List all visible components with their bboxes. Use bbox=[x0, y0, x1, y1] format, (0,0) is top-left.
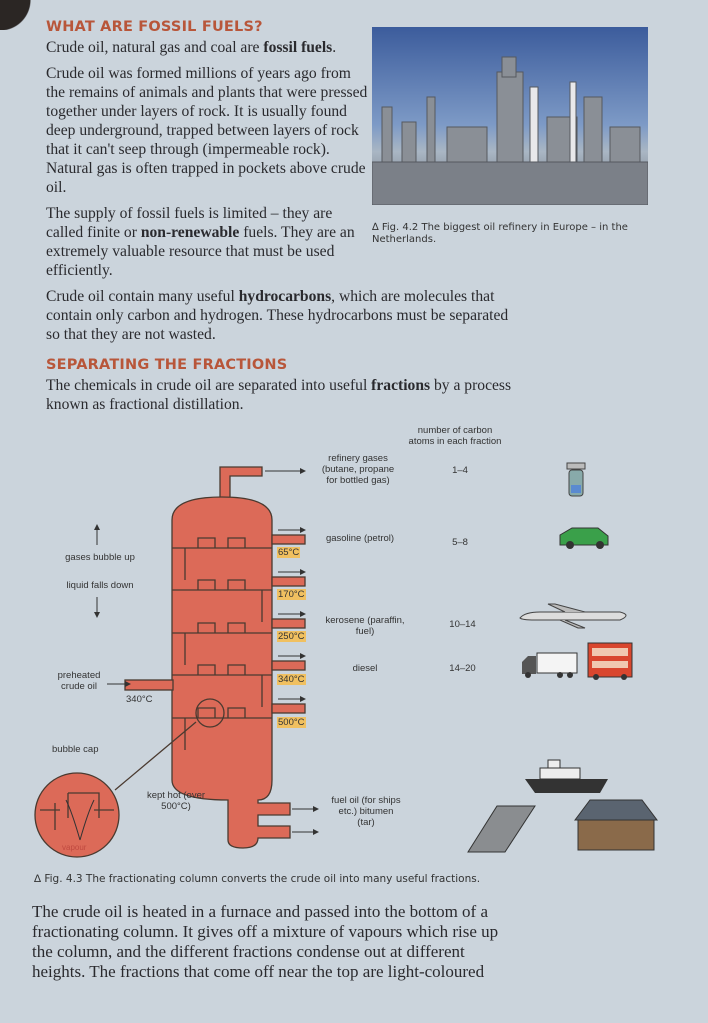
vapour-label: vapour bbox=[62, 843, 87, 852]
text: . bbox=[332, 39, 337, 56]
text: fuels. They are an extremely valuable resource that must be used efficiently. bbox=[46, 224, 355, 279]
gases-bubble-up-label: gases bubble up bbox=[65, 552, 135, 563]
fig-4-2-caption: ∆ Fig. 4.2 The biggest oil refinery in Europe – in the Netherlands. bbox=[372, 222, 628, 245]
heading-fossil-fuels: WHAT ARE FOSSIL FUELS? bbox=[46, 19, 263, 35]
car-icon bbox=[560, 528, 608, 549]
text: Crude oil contain many useful bbox=[46, 288, 239, 305]
term-hydrocarbons: hydrocarbons bbox=[238, 288, 332, 305]
temp-label: 65°C bbox=[278, 547, 300, 558]
ship-icon bbox=[525, 760, 608, 793]
term-fossil-fuels: fossil fuels bbox=[263, 39, 333, 56]
road-icon bbox=[468, 806, 535, 852]
airplane-icon bbox=[520, 604, 626, 628]
gas-cylinder-icon bbox=[567, 463, 585, 496]
text: The chemicals in crude oil are separated into useful bbox=[46, 377, 372, 394]
fraction-name: kerosene (paraffin, fuel) bbox=[325, 615, 405, 637]
paragraph-furnace: The crude oil is heated in a furnace and passed into the bottom of a fractionating column. It gives off a mixture of vapours which rise up the column, and the different fractions condense out at different heights. The fractions that come off near the top are light-coloured bbox=[32, 902, 499, 981]
heading-separating-fractions: SEPARATING THE FRACTIONS bbox=[46, 357, 288, 373]
temp-label: 500°C bbox=[278, 717, 305, 728]
inlet-temperature: 340°C bbox=[126, 694, 153, 705]
term-fractions: fractions bbox=[371, 377, 431, 394]
hut-icon bbox=[575, 800, 657, 850]
fraction-carbons: 10–14 bbox=[449, 619, 476, 630]
bubble-cap-label: bubble cap bbox=[52, 744, 99, 755]
fraction-carbons: 14–20 bbox=[449, 663, 476, 674]
fraction-carbons: 1–4 bbox=[452, 465, 468, 476]
carbon-atoms-header: number of carbon atoms in each fraction bbox=[408, 425, 502, 447]
fig-4-3-caption: ∆ Fig. 4.3 The fractionating column converts the crude oil into many useful fractions. bbox=[34, 873, 481, 885]
fraction-name: gasoline (petrol) bbox=[325, 533, 395, 544]
text: The supply of fossil fuels is limited – they are called finite or bbox=[46, 205, 333, 241]
kept-hot-label: kept hot (over 500°C) bbox=[146, 790, 206, 812]
temp-label: 170°C bbox=[278, 589, 305, 600]
truck-icon bbox=[522, 653, 577, 678]
text: , which are molecules that contain only carbon and hydrogen. These hydrocarbons must be separated so that they are not wasted. bbox=[46, 288, 509, 343]
fraction-name: refinery gases (butane, propane for bottled gas) bbox=[321, 453, 395, 486]
liquid-falls-down-label: liquid falls down bbox=[66, 580, 134, 591]
bus-icon bbox=[588, 643, 632, 680]
text: by a process known as fractional distillation. bbox=[46, 377, 512, 413]
term-non-renewable: non-renewable bbox=[140, 224, 240, 241]
temp-label: 340°C bbox=[278, 674, 305, 685]
temp-label: 250°C bbox=[278, 631, 305, 642]
fraction-carbons: 5–8 bbox=[452, 537, 468, 548]
paragraph-formation: Crude oil was formed millions of years ago from the remains of animals and plants that were pressed together under layers of rock. It is usually found deep underground, trapped between layers of rock that it can't seep through (impermeable rock). Natural gas is often trapped in pockets above crude oil. bbox=[46, 65, 368, 196]
fraction-name: fuel oil (for ships etc.) bitumen (tar) bbox=[331, 795, 401, 828]
text: Crude oil, natural gas and coal are bbox=[46, 39, 264, 56]
fraction-name: diesel bbox=[352, 663, 378, 674]
inlet-label: preheated crude oil bbox=[57, 670, 101, 692]
